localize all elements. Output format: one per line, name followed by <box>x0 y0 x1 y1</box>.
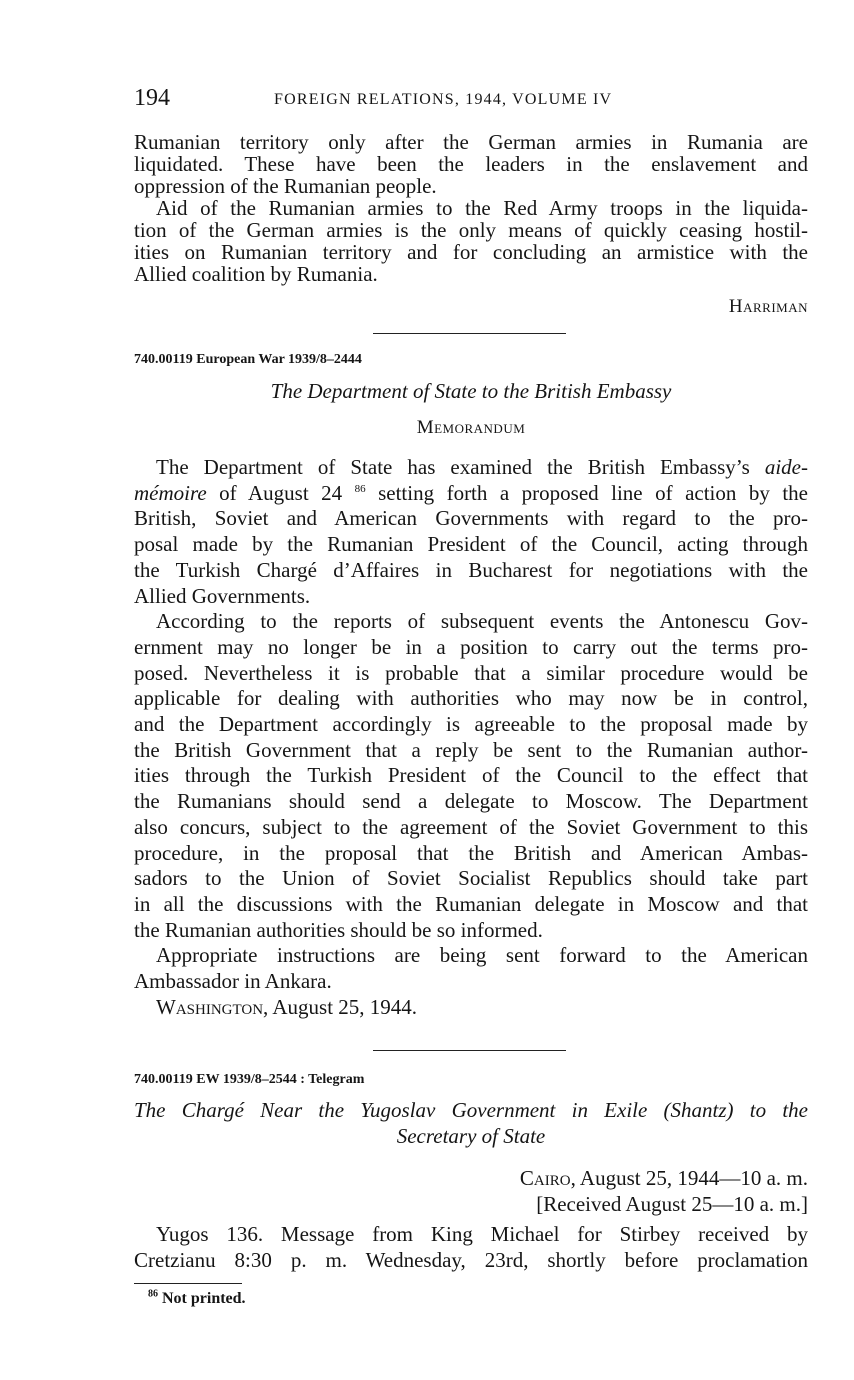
text-line <box>134 943 808 969</box>
footnote-text: Not printed. <box>162 1290 246 1307</box>
continuation-text <box>134 131 808 285</box>
text-line: ernment may no longer be in a position to carry out the terms pro- <box>134 634 808 659</box>
page-number: 194 <box>134 85 170 111</box>
text-line: posal made by the Rumanian President of the Council, acting through <box>134 532 808 557</box>
text-line: ities through the Turkish President of the Council to the effect that <box>134 763 808 788</box>
document-subtitle: Memorandum <box>416 417 526 438</box>
text-line: sadors to the Union of Soviet Socialist Republics should take part <box>134 866 808 891</box>
telegram-body <box>134 1222 808 1273</box>
text-line: and the Department accordingly is agreeable to the proposal made by <box>134 712 808 737</box>
text-line: Allied Governments. <box>134 583 311 608</box>
text-line: the British Government that a reply be sent to the Rumanian author- <box>134 737 808 762</box>
text-line: liquidated. These have been the leaders in the enslavement and <box>134 152 808 176</box>
text-line: oppression of the Rumanian people. <box>134 174 437 198</box>
footnote-divider <box>134 1283 242 1284</box>
text-line-content: According to the reports of subsequent events the Antonescu Gov- <box>156 609 808 634</box>
text-line-content: Aid of the Rumanian armies to the Red Army troops in the liquida- <box>156 196 808 220</box>
received-line: [Received August 25—10 a. m.] <box>536 1192 808 1216</box>
text-line <box>134 481 808 507</box>
memorandum-body <box>134 455 808 1020</box>
text-line: British, Soviet and American Governments with regard to the pro- <box>134 506 808 531</box>
section-divider <box>373 333 566 334</box>
text-line: applicable for dealing with authorities who may now be in control, <box>134 686 808 711</box>
text-run-italic: aide- <box>764 455 808 479</box>
telegram-dateline <box>134 1165 808 1217</box>
text-run: The Department of State has examined the British Embassy’s <box>156 455 765 479</box>
title-line: Secretary of State <box>396 1124 546 1148</box>
footnote <box>148 1290 246 1308</box>
text-line: Rumanian territory only after the German armies in Rumania are <box>134 130 808 154</box>
text-line <box>134 1222 808 1248</box>
text-line: Ambassador in Ankara. <box>134 969 332 994</box>
document-title <box>134 1097 808 1149</box>
text-line: tion of the German armies is the only means of quickly ceasing hostil- <box>134 218 808 242</box>
place-date-line <box>134 995 808 1021</box>
sent-line <box>134 1165 808 1191</box>
text-line <box>134 197 808 219</box>
text-line: the Turkish Chargé d’Affaires in Bucharest for negotiations with the <box>134 557 808 582</box>
text-line: in all the discussions with the Rumanian delegate in Moscow and that <box>134 891 808 916</box>
text-line: ities on Rumanian territory and for concluding an armistice with the <box>134 240 808 264</box>
text-line <box>134 609 808 635</box>
text-line: the Rumanians should send a delegate to Moscow. The Department <box>134 789 808 814</box>
date: , August 25, 1944. <box>263 994 418 1019</box>
text-line <box>134 455 808 481</box>
text-line: also concurs, subject to the agreement of the Soviet Government to this <box>134 814 808 839</box>
title-line: The Chargé Near the Yugoslav Government in Exile (Shantz) to the <box>134 1098 808 1122</box>
date: , August 25, 1944—10 a. m. <box>570 1166 808 1190</box>
text-line: procedure, in the proposal that the British and American Ambas- <box>134 840 808 865</box>
text-run: of August 24 <box>206 480 355 505</box>
footnote-marker: 86 <box>148 1288 158 1300</box>
text-line: the Rumanian authorities should be so informed. <box>134 917 543 942</box>
document-title: The Department of State to the British Embassy <box>270 379 672 403</box>
text-line: Cretzianu 8:30 p. m. Wednesday, 23rd, shortly before proclamation <box>134 1247 808 1272</box>
file-reference: 740.00119 European War 1939/8–2444 <box>134 352 362 367</box>
text-line-content: Yugos 136. Message from King Michael for Stirbey received by <box>156 1222 808 1246</box>
text-line-content: Appropriate instructions are being sent forward to the American <box>156 943 808 968</box>
text-line: Allied coalition by Rumania. <box>134 262 378 286</box>
section-divider <box>373 1050 566 1051</box>
signature: Harriman <box>728 296 808 317</box>
file-reference: 740.00119 EW 1939/8–2544 : Telegram <box>134 1072 365 1087</box>
text-run: setting forth a proposed line of action by the <box>365 480 808 505</box>
page-header <box>134 85 808 115</box>
place-name: Cairo <box>519 1166 571 1190</box>
text-line: posed. Nevertheless it is probable that a similar procedure would be <box>134 660 808 685</box>
text-run-italic: mémoire <box>134 480 207 505</box>
footnote-marker: 86 <box>354 482 366 495</box>
place-name: Washington <box>156 994 264 1019</box>
running-head: FOREIGN RELATIONS, 1944, VOLUME IV <box>274 91 613 108</box>
